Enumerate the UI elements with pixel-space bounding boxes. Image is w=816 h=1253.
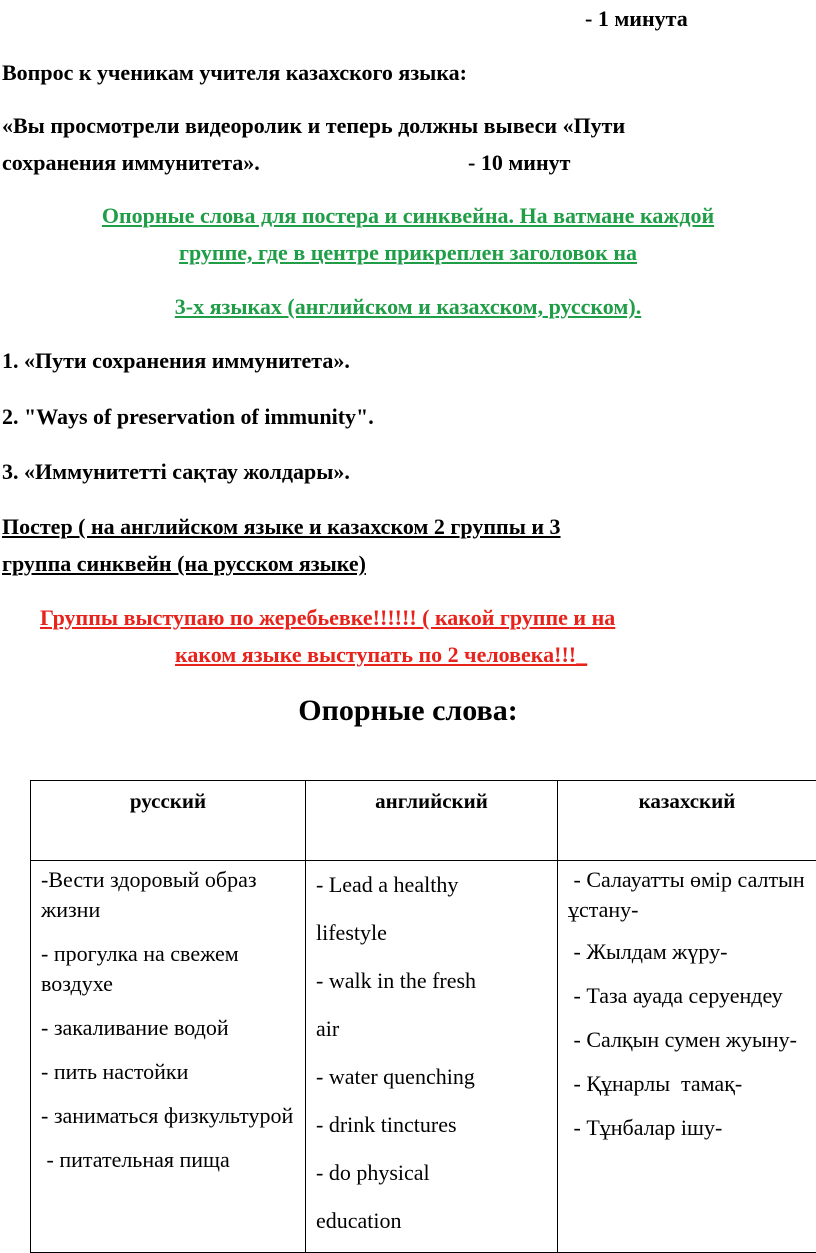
list-item: - walk in the fresh (316, 957, 547, 1005)
list-item: -Вести здоровый образ жизни (41, 865, 295, 925)
question-title: Вопрос к ученикам учителя казахского языка: (2, 60, 467, 86)
kazakh-column (558, 861, 816, 1253)
keywords-table (30, 780, 816, 1253)
list-item: - Салауатты өмір салтын ұстану- (568, 865, 806, 925)
russian-column (31, 861, 306, 1253)
instruction-green-line-1: Опорные слова для постера и синквейна. На ватмане каждой (0, 203, 816, 229)
question-line-2-text: сохранения иммунитета». (2, 150, 260, 175)
poster-line-2: группа синквейн (на русском языке) (2, 551, 366, 577)
list-item: - water quenching (316, 1053, 547, 1101)
time-one-minute: - 1 минута (585, 6, 688, 32)
list-item: air (316, 1005, 547, 1053)
list-item: - Тұнбалар ішу- (568, 1113, 806, 1143)
list-item: - заниматься физкультурой (41, 1101, 295, 1131)
list-item: - Lead a healthy (316, 861, 547, 909)
question-line-1: «Вы просмотрели видеоролик и теперь должны вывеси «Пути (2, 113, 625, 139)
time-ten-minutes: - 10 минут (468, 150, 570, 176)
list-item: education (316, 1197, 547, 1245)
table-header-row (31, 781, 816, 861)
title-english: 2. "Ways of preservation of immunity". (2, 404, 374, 430)
title-kazakh: 3. «Иммунитетті сақтау жолдары». (2, 459, 350, 485)
section-title: Опорные слова: (0, 694, 816, 728)
english-column (306, 861, 558, 1253)
warning-line-2: каком языке выступать по 2 человека!!!_ (175, 642, 587, 668)
header-russian: русский (31, 781, 306, 861)
question-line-2 (2, 150, 260, 176)
list-item: - пить настойки (41, 1057, 295, 1087)
list-item: - Салқын сумен жуыну- (568, 1025, 806, 1055)
list-item: lifestyle (316, 909, 547, 957)
header-english: английский (306, 781, 558, 861)
list-item: - do physical (316, 1149, 547, 1197)
warning-line-1: Группы выступаю по жеребьевке!!!!!! ( какой группе и на (40, 605, 615, 631)
poster-line-1: Постер ( на английском языке и казахском 2 группы и 3 (2, 514, 561, 540)
list-item: - drink tinctures (316, 1101, 547, 1149)
title-russian: 1. «Пути сохранения иммунитета». (2, 348, 350, 374)
list-item: - Жылдам жүру- (568, 937, 806, 967)
list-item: - Құнарлы тамақ- (568, 1069, 806, 1099)
list-item: - Таза ауада серуендеу (568, 981, 806, 1011)
instruction-green-line-2: группе, где в центре прикреплен заголовок на (0, 240, 816, 266)
list-item: - прогулка на свежем воздухе (41, 939, 295, 999)
header-kazakh: казахский (558, 781, 816, 861)
list-item: - закаливание водой (41, 1013, 295, 1043)
list-item: - питательная пища (41, 1145, 295, 1175)
instruction-green-line-3: 3-х языках (английском и казахском, русском). (0, 294, 816, 320)
table-row (31, 861, 816, 1253)
